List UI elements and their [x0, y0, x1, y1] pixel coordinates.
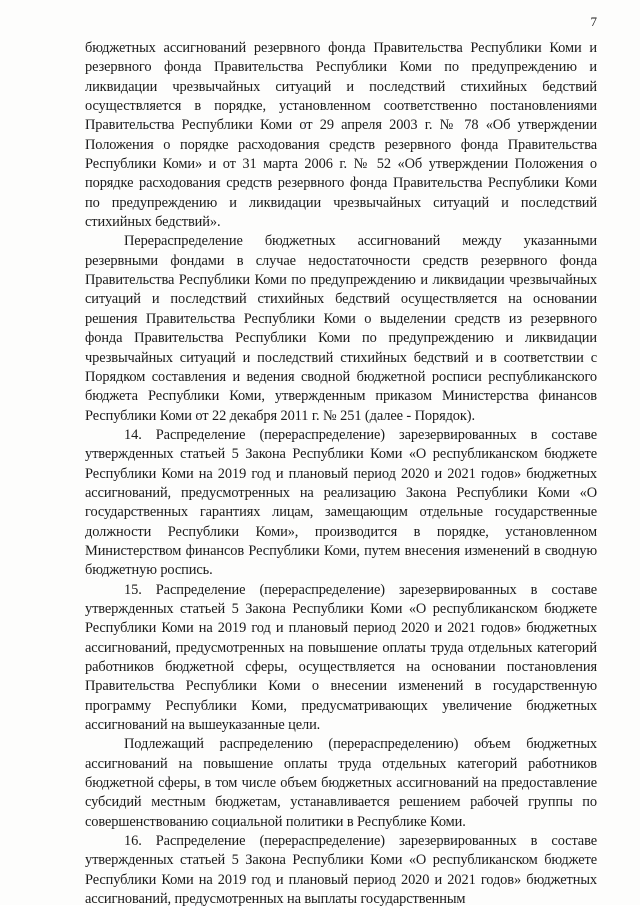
- paragraph-item-15: 15. Распределение (перераспределение) зарезервированных в составе утвержденных статьей 5 Закона Республики Коми «О республиканском бюджете Республики Коми на 2019 год и плановый период 2020 и 2021 годов» бюджетных ассигнований, предусмотренных на повышение оплаты труда отдельных категорий работников бюджетной сферы, осуществляется на основании постановления Правительства Республики Коми о внесении изменений в государственную программу Республики Коми, предусматривающих увеличение бюджетных ассигнований на вышеуказанные цели.: [85, 581, 597, 734]
- paragraph-working-group-decision: Подлежащий распределению (перераспределению) объем бюджетных ассигнований на повышение оплаты труда отдельных категорий работников бюджетной сферы, в том числе объем бюджетных ассигнований на предоставление субсидий местным бюджетам, устанавливается решением рабочей группы по совершенствованию социальной политики в Республике Коми.: [85, 736, 597, 830]
- document-body: [85, 39, 597, 909]
- paragraph-item-16: 16. Распределение (перераспределение) зарезервированных в составе утвержденных статьей 5 Закона Республики Коми «О республиканском бюджете Республики Коми на 2019 год и плановый период 2020 и 2021 годов» бюджетных ассигнований, предусмотренных на выплаты государственным: [85, 833, 597, 908]
- paragraph-reserve-fund-procedure: бюджетных ассигнований резервного фонда Правительства Республики Коми и резервного фонда Правительства Республики Коми по предупреждению и ликвидации чрезвычайных ситуаций и последствий стихийных бедствий осуществляется в порядке, установленном соответственно постановлениями Правительства Республики Коми от 29 апреля 2003 г. № 78 «Об утверждении Положения о порядке расходования средств резервного фонда Правительства Республики Коми» и от 31 марта 2006 г. № 52 «Об утверждении Положения о порядке расходования средств резервного фонда Правительства Республики Коми по предупреждению и ликвидации чрезвычайных ситуаций и последствий стихийных бедствий».: [85, 40, 597, 231]
- paragraph-item-14: 14. Распределение (перераспределение) зарезервированных в составе утвержденных статьей 5 Закона Республики Коми «О республиканском бюджете Республики Коми на 2019 год и плановый период 2020 и 2021 годов» бюджетных ассигнований, предусмотренных на реализацию Закона Республики Коми «О государственных гарантиях лицам, замещающим отдельные государственные должности Республики Коми», производится в порядке, установленном Министерством финансов Республики Коми, путем внесения изменений в сводную бюджетную роспись.: [85, 426, 597, 579]
- page-number: 7: [590, 14, 597, 29]
- paragraph-reallocation-between-funds: Перераспределение бюджетных ассигнований между указанными резервными фондами в случае недостаточности средств резервного фонда Правительства Республики Коми по предупреждению и ликвидации чрезвычайных ситуаций и последствий стихийных бедствий осуществляется на основании решения Правительства Республики Коми о выделении средств из резервного фонда Правительства Республики Коми по предупреждению и ликвидации чрезвычайных ситуаций и последствий стихийных бедствий и в соответствии с Порядком составления и ведения сводной бюджетной росписи республиканского бюджета Республики Коми, утвержденным приказом Министерства финансов Республики Коми от 22 декабря 2011 г. № 251 (далее - Порядок).: [85, 233, 597, 424]
